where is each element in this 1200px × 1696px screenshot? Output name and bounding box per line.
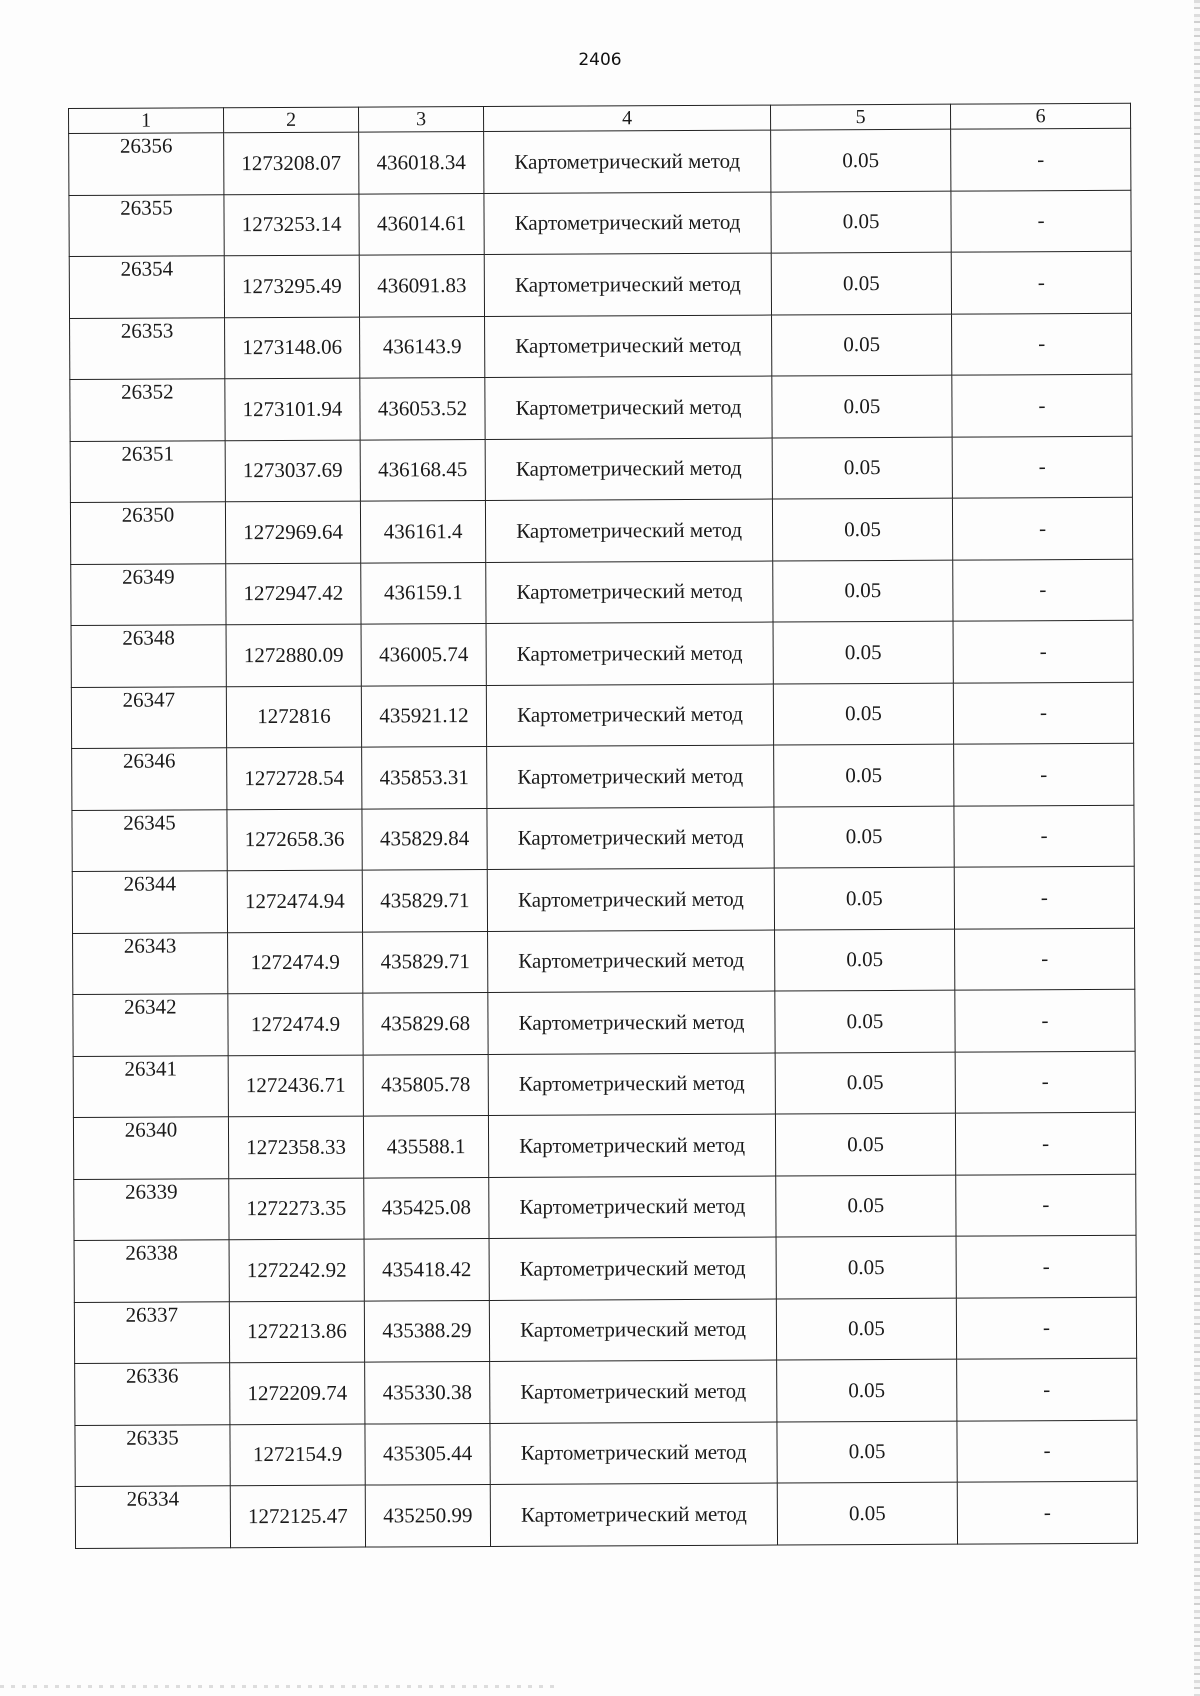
table-row — [70, 497, 1132, 564]
cell-point-number: 26338 — [74, 1240, 229, 1302]
cell-coord-x: 1272358.33 — [228, 1116, 363, 1178]
cell-note: - — [952, 497, 1132, 559]
cell-method: Картометрический метод — [484, 130, 771, 193]
cell-point-number: 26351 — [70, 440, 225, 502]
cell-note: - — [956, 1297, 1136, 1359]
header-col-5: 5 — [770, 104, 950, 130]
cell-coord-y: 436091.83 — [359, 254, 484, 316]
cell-method: Картометрический метод — [486, 561, 773, 624]
cell-note: - — [956, 1235, 1136, 1297]
cell-coord-y: 436053.52 — [360, 377, 485, 439]
table-row — [69, 251, 1131, 318]
cell-accuracy: 0.05 — [772, 437, 952, 499]
cell-point-number: 26334 — [75, 1486, 230, 1548]
table-row — [70, 436, 1132, 503]
cell-point-number: 26355 — [69, 194, 224, 256]
cell-coord-y: 435829.71 — [362, 869, 487, 931]
table-row — [73, 1112, 1135, 1179]
cell-note: - — [954, 805, 1134, 867]
cell-note: - — [957, 1358, 1137, 1420]
cell-note: - — [957, 1420, 1137, 1482]
cell-accuracy: 0.05 — [777, 1421, 957, 1483]
cell-method: Картометрический метод — [488, 1114, 775, 1177]
cell-coord-y: 435921.12 — [361, 685, 486, 747]
cell-coord-x: 1272474.9 — [228, 932, 363, 994]
cell-coord-y: 435829.84 — [362, 808, 487, 870]
cell-accuracy: 0.05 — [776, 1175, 956, 1237]
cell-accuracy: 0.05 — [772, 375, 952, 437]
cell-coord-x: 1273148.06 — [225, 317, 360, 379]
cell-accuracy: 0.05 — [773, 621, 953, 683]
cell-coord-y: 435388.29 — [364, 1300, 489, 1362]
table-row — [70, 313, 1132, 380]
cell-accuracy: 0.05 — [773, 560, 953, 622]
cell-coord-y: 435305.44 — [365, 1423, 490, 1485]
cell-method: Картометрический метод — [485, 499, 772, 562]
cell-accuracy: 0.05 — [777, 1359, 957, 1421]
cell-note: - — [951, 128, 1131, 190]
cell-coord-y: 436168.45 — [360, 439, 485, 501]
cell-coord-y: 435250.99 — [365, 1484, 490, 1546]
cell-coord-x: 1273295.49 — [224, 255, 359, 317]
cell-accuracy: 0.05 — [772, 498, 952, 560]
cell-accuracy: 0.05 — [776, 1298, 956, 1360]
cell-coord-x: 1272658.36 — [227, 809, 362, 871]
cell-coord-x: 1272474.94 — [227, 870, 362, 932]
cell-point-number: 26356 — [69, 133, 224, 195]
cell-accuracy: 0.05 — [772, 314, 952, 376]
cell-coord-x: 1272969.64 — [225, 501, 360, 563]
cell-coord-y: 436005.74 — [361, 623, 486, 685]
cell-coord-x: 1272880.09 — [226, 624, 361, 686]
table-row — [73, 928, 1135, 995]
table-row — [75, 1420, 1137, 1487]
cell-point-number: 26354 — [69, 256, 224, 318]
scan-bottom-artifact — [0, 1685, 560, 1688]
cell-method: Картометрический метод — [488, 991, 775, 1054]
cell-coord-x: 1272154.9 — [230, 1424, 365, 1486]
cell-coord-x: 1272273.35 — [229, 1178, 364, 1240]
cell-accuracy: 0.05 — [774, 744, 954, 806]
cell-point-number: 26353 — [70, 317, 225, 379]
cell-note: - — [951, 251, 1131, 313]
cell-method: Картометрический метод — [488, 1053, 775, 1116]
cell-coord-x: 1273253.14 — [224, 194, 359, 256]
cell-accuracy: 0.05 — [774, 806, 954, 868]
table-body — [69, 128, 1138, 1548]
header-col-3: 3 — [358, 106, 483, 132]
table-row — [74, 1235, 1136, 1302]
cell-coord-y: 436014.61 — [359, 193, 484, 255]
cell-note: - — [953, 682, 1133, 744]
cell-coord-y: 436159.1 — [361, 562, 486, 624]
cell-point-number: 26346 — [72, 748, 227, 810]
cell-coord-x: 1272242.92 — [229, 1239, 364, 1301]
cell-coord-y: 436143.9 — [360, 316, 485, 378]
cell-coord-x: 1273101.94 — [225, 378, 360, 440]
table-row — [70, 374, 1132, 441]
cell-point-number: 26343 — [73, 932, 228, 994]
cell-note: - — [951, 190, 1131, 252]
header-col-6: 6 — [950, 103, 1130, 129]
cell-coord-y: 435588.1 — [363, 1115, 488, 1177]
table-row — [72, 805, 1134, 872]
cell-coord-x: 1272125.47 — [230, 1485, 365, 1547]
table-row — [71, 620, 1133, 687]
table-row — [72, 743, 1134, 810]
cell-coord-x: 1272816 — [226, 686, 361, 748]
cell-accuracy: 0.05 — [771, 252, 951, 314]
cell-coord-y: 435805.78 — [363, 1054, 488, 1116]
table-row — [73, 1051, 1135, 1118]
cell-coord-x: 1272209.74 — [230, 1362, 365, 1424]
cell-point-number: 26342 — [73, 994, 228, 1056]
cell-note: - — [952, 374, 1132, 436]
cell-method: Картометрический метод — [489, 1299, 776, 1362]
table-row — [75, 1358, 1137, 1425]
cell-point-number: 26336 — [75, 1363, 230, 1425]
cell-note: - — [952, 313, 1132, 375]
cell-coord-y: 436161.4 — [360, 500, 485, 562]
cell-coord-y: 436018.34 — [359, 131, 484, 193]
cell-coord-y: 435829.71 — [363, 931, 488, 993]
cell-note: - — [955, 989, 1135, 1051]
cell-method: Картометрический метод — [487, 807, 774, 870]
cell-method: Картометрический метод — [489, 1176, 776, 1239]
cell-accuracy: 0.05 — [775, 1052, 955, 1114]
cell-method: Картометрический метод — [490, 1360, 777, 1423]
table-row — [69, 128, 1131, 195]
cell-accuracy: 0.05 — [771, 129, 951, 191]
cell-coord-x: 1272474.9 — [228, 993, 363, 1055]
cell-coord-x: 1272213.86 — [229, 1301, 364, 1363]
cell-method: Картометрический метод — [485, 315, 772, 378]
cell-method: Картометрический метод — [487, 745, 774, 808]
cell-method: Картометрический метод — [490, 1483, 777, 1546]
cell-note: - — [957, 1481, 1137, 1543]
cell-accuracy: 0.05 — [771, 191, 951, 253]
cell-point-number: 26339 — [74, 1178, 229, 1240]
cell-point-number: 26349 — [71, 563, 226, 625]
cell-point-number: 26352 — [70, 379, 225, 441]
cell-point-number: 26337 — [74, 1301, 229, 1363]
cell-point-number: 26341 — [73, 1055, 228, 1117]
table-row — [74, 1174, 1136, 1241]
cell-point-number: 26350 — [70, 502, 225, 564]
cell-point-number: 26348 — [71, 625, 226, 687]
cell-point-number: 26344 — [72, 871, 227, 933]
cell-method: Картометрический метод — [485, 438, 772, 501]
cell-method: Картометрический метод — [484, 253, 771, 316]
header-col-2: 2 — [224, 107, 359, 133]
cell-note: - — [954, 743, 1134, 805]
cell-coord-y: 435330.38 — [365, 1361, 490, 1423]
cell-coord-x: 1273208.07 — [224, 132, 359, 194]
cell-note: - — [955, 1112, 1135, 1174]
table-row — [74, 1297, 1136, 1364]
cell-accuracy: 0.05 — [774, 867, 954, 929]
cell-note: - — [954, 866, 1134, 928]
page-number: 2406 — [578, 50, 622, 70]
header-col-1: 1 — [69, 108, 224, 134]
cell-accuracy: 0.05 — [777, 1482, 957, 1544]
cell-accuracy: 0.05 — [773, 683, 953, 745]
cell-coord-y: 435853.31 — [362, 746, 487, 808]
cell-note: - — [955, 1051, 1135, 1113]
cell-point-number: 26340 — [73, 1117, 228, 1179]
table-row — [75, 1481, 1137, 1548]
table-row — [71, 682, 1133, 749]
cell-note: - — [953, 620, 1133, 682]
cell-coord-x: 1272728.54 — [227, 747, 362, 809]
table-row — [72, 866, 1134, 933]
cell-note: - — [955, 928, 1135, 990]
cell-accuracy: 0.05 — [775, 929, 955, 991]
cell-coord-x: 1272436.71 — [228, 1055, 363, 1117]
cell-point-number: 26335 — [75, 1424, 230, 1486]
cell-method: Картометрический метод — [487, 868, 774, 931]
cell-method: Картометрический метод — [485, 376, 772, 439]
table-row — [69, 190, 1131, 257]
cell-note: - — [953, 559, 1133, 621]
cell-accuracy: 0.05 — [775, 990, 955, 1052]
cell-method: Картометрический метод — [490, 1422, 777, 1485]
cell-coord-x: 1273037.69 — [225, 440, 360, 502]
coordinates-table — [68, 103, 1138, 1549]
table-row — [73, 989, 1135, 1056]
cell-note: - — [956, 1174, 1136, 1236]
cell-method: Картометрический метод — [486, 622, 773, 685]
cell-point-number: 26345 — [72, 809, 227, 871]
cell-method: Картометрический метод — [488, 930, 775, 993]
cell-coord-x: 1272947.42 — [226, 563, 361, 625]
cell-accuracy: 0.05 — [776, 1236, 956, 1298]
cell-method: Картометрический метод — [484, 192, 771, 255]
cell-method: Картометрический метод — [486, 684, 773, 747]
cell-point-number: 26347 — [71, 686, 226, 748]
cell-coord-y: 435418.42 — [364, 1238, 489, 1300]
scan-edge-artifact — [1194, 0, 1200, 1696]
cell-note: - — [952, 436, 1132, 498]
cell-method: Картометрический метод — [489, 1237, 776, 1300]
header-col-4: 4 — [483, 105, 770, 131]
table-row — [71, 559, 1133, 626]
cell-coord-y: 435829.68 — [363, 992, 488, 1054]
cell-coord-y: 435425.08 — [364, 1177, 489, 1239]
cell-accuracy: 0.05 — [775, 1113, 955, 1175]
